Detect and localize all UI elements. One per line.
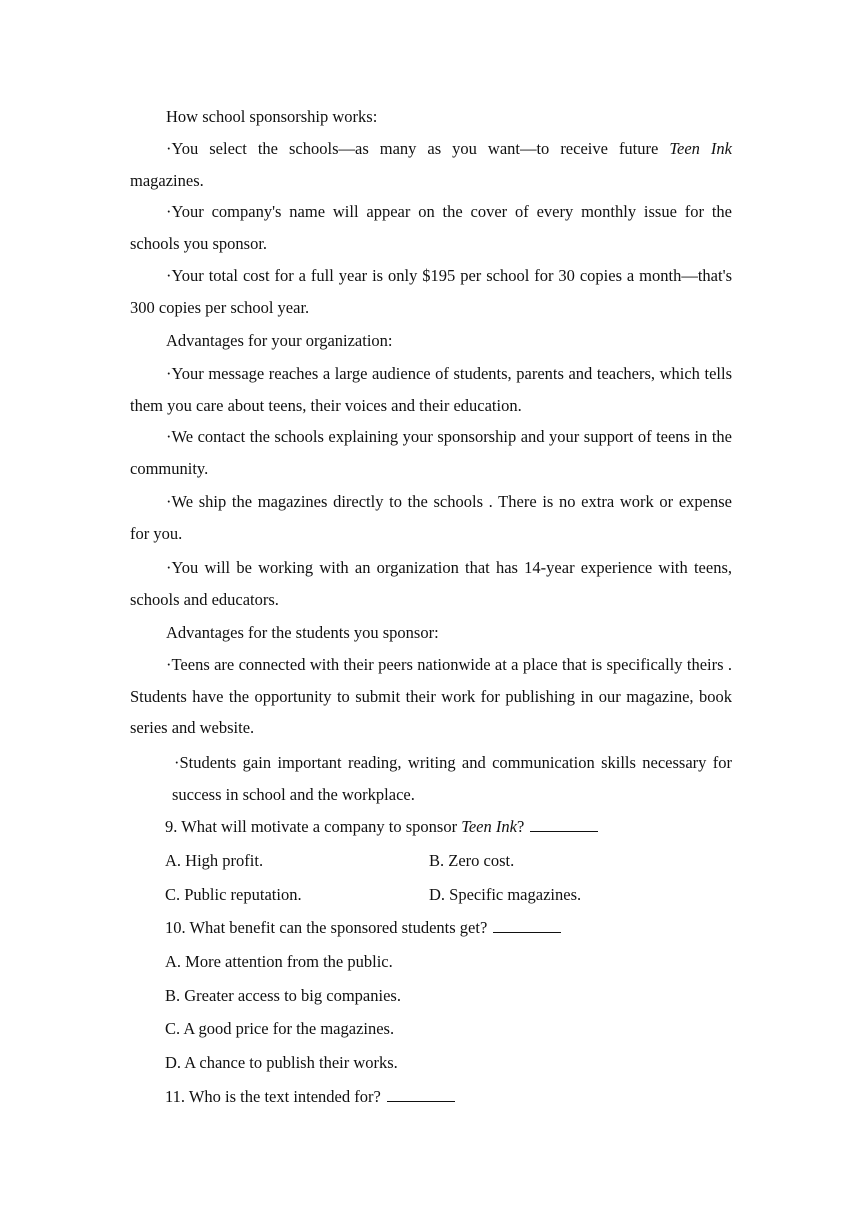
question-9-magazine-title: Teen Ink (461, 817, 517, 836)
paragraph-teens-connected: ·Teens are connected with their peers nationwide at a place that is specifically theirs . Students have the opportunity to submit their work for publishing in our magazine, book series and website. (130, 655, 732, 737)
question-9 (165, 815, 732, 839)
paragraph-experience: ·You will be working with an organization that has 14-year experience with teens, schools and educators. (130, 558, 732, 609)
question-10-option-d: D. A chance to publish their works. (165, 1053, 398, 1072)
question-11-text: 11. Who is the text intended for? (165, 1087, 381, 1106)
paragraph-text: ·You select the schools—as many as you want—to receive future (166, 139, 659, 158)
paragraph-company-name: ·Your company's name will appear on the cover of every monthly issue for the schools you sponsor. (130, 202, 732, 253)
question-10 (165, 916, 732, 940)
answer-blank (387, 1087, 455, 1102)
question-9-text: 9. What will motivate a company to sponsor (165, 817, 458, 836)
paragraph-ship-magazines: ·We ship the magazines directly to the schools . There is no extra work or expense for you. (130, 492, 732, 543)
question-10-option-c: C. A good price for the magazines. (165, 1019, 395, 1038)
section-heading-organization: Advantages for your organization: (166, 331, 393, 350)
section-heading-how: How school sponsorship works: (166, 107, 378, 126)
question-10-text: 10. What benefit can the sponsored students get? (165, 918, 488, 937)
option-a: A. High profit. (165, 851, 264, 870)
paragraph-text: magazines. (130, 170, 204, 190)
section-heading-students: Advantages for the students you sponsor: (166, 623, 439, 642)
question-10-option-a: A. More attention from the public. (165, 952, 393, 971)
paragraph-students-skills: ·Students gain important reading, writing and communication skills necessary for success in school and the workplace. (172, 753, 732, 804)
answer-blank (530, 817, 598, 832)
question-10-option-b: B. Greater access to big companies. (165, 986, 401, 1005)
question-11 (165, 1085, 732, 1109)
paragraph-total-cost: ·Your total cost for a full year is only $195 per school for 30 copies a month—that's 300 copies per school year. (130, 266, 732, 317)
paragraph-contact-schools: ·We contact the schools explaining your sponsorship and your support of teens in the community. (130, 427, 732, 478)
option-b: B. Zero cost. (429, 851, 515, 870)
question-9-mark: ? (516, 817, 525, 836)
question-9-options-row-2 (165, 883, 732, 907)
question-9-options-row-1 (165, 849, 732, 873)
answer-blank (493, 918, 561, 933)
paragraph-message-reach: ·Your message reaches a large audience of students, parents and teachers, which tells them you care about teens, their voices and their education. (130, 364, 732, 415)
option-c: C. Public reputation. (165, 885, 302, 904)
magazine-title: Teen Ink (669, 139, 732, 158)
option-d: D. Specific magazines. (429, 885, 582, 904)
paragraph-select-schools (130, 133, 732, 196)
